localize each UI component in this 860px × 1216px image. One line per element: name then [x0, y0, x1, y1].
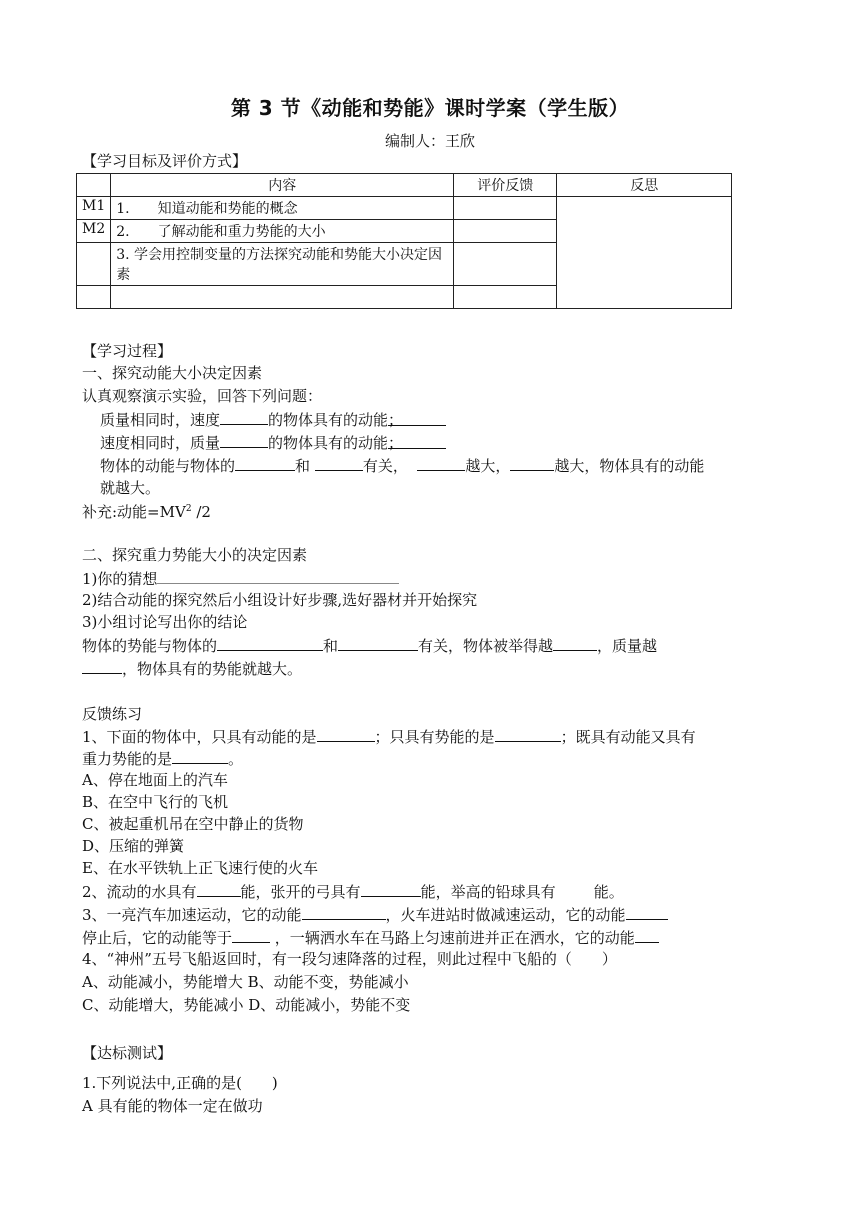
text: 能。	[593, 883, 624, 901]
fill-blank[interactable]	[417, 454, 465, 471]
table-header-content: 内容	[111, 174, 454, 197]
text: 和	[295, 457, 311, 475]
text: 3、一亮汽车加速运动，它的动能	[82, 906, 302, 924]
row-content	[111, 286, 454, 309]
row-content: 3. 学会用控制变量的方法探究动能和势能大小决定因素	[111, 243, 454, 286]
row-id	[77, 243, 111, 286]
text: 能，举高的铅球具有	[420, 883, 556, 901]
objectives-heading: 【学习目标及评价方式】	[82, 152, 248, 170]
row-eval-cell	[454, 286, 557, 309]
test-heading: 【达标测试】	[82, 1044, 173, 1062]
author-line: 编制人：王欣	[384, 132, 475, 150]
row-eval-cell	[454, 243, 557, 286]
section1-question-1	[100, 408, 446, 431]
text: 2、流动的水具有	[82, 883, 197, 901]
fill-blank[interactable]	[217, 634, 323, 651]
test-question-1: 1.下列说法中,正确的是( )	[82, 1074, 278, 1092]
test-question-1-option-a: A 具有能的物体一定在做功	[82, 1097, 263, 1115]
feedback-question-1-cont	[82, 747, 243, 770]
feedback-question-2	[82, 880, 624, 903]
text: 1)你的猜想	[82, 570, 158, 588]
objectives-table	[76, 173, 732, 309]
text: 重力势能的是	[82, 750, 173, 768]
fill-blank[interactable]	[626, 903, 668, 920]
feedback-heading: 反馈练习	[82, 705, 143, 723]
fill-blank[interactable]	[172, 747, 228, 764]
row-content: 2. 了解动能和重力势能的大小	[111, 220, 454, 243]
section2-conclusion-2	[82, 657, 302, 680]
option-d: D、压缩的弹簧	[82, 837, 185, 855]
row-eval-cell	[454, 197, 557, 220]
fill-blank[interactable]	[232, 926, 270, 943]
text: 质量相同时，速度	[100, 411, 221, 429]
section2-step-2: 2)结合动能的探究然后小组设计好步骤,选好器材并开始探究	[82, 591, 478, 609]
text: ；	[388, 434, 404, 452]
text: 速度相同时，质量	[100, 434, 221, 452]
process-heading: 【学习过程】	[82, 342, 173, 360]
guess-input-line[interactable]	[157, 567, 399, 584]
text: 越大，	[465, 457, 511, 475]
fill-blank[interactable]	[220, 408, 268, 425]
option-c: C、被起重机吊在空中静止的货物	[82, 815, 304, 833]
text: 有关，	[362, 457, 408, 475]
option-b: B、在空中飞行的飞机	[82, 793, 229, 811]
section1-question-3	[100, 454, 704, 477]
section1-question-2	[100, 431, 446, 454]
section2-step-1	[82, 567, 399, 590]
text: ；	[388, 411, 404, 429]
text: 能，张开的弓具有	[240, 883, 361, 901]
section2-heading: 二、探究重力势能大小的决定因素	[82, 546, 308, 564]
row-id: M2	[77, 220, 111, 243]
feedback-question-3-cont	[82, 926, 659, 949]
row-eval-cell	[454, 220, 557, 243]
text: 的物体具有的动能	[268, 411, 389, 429]
text: ，质量越	[597, 637, 658, 655]
table-header-eval: 评价反馈	[454, 174, 557, 197]
kinetic-energy-formula	[82, 498, 211, 523]
reflection-cell	[557, 197, 732, 309]
text: 停止后，它的动能等于	[82, 929, 233, 947]
table-header-row	[77, 174, 732, 197]
fill-blank[interactable]	[220, 431, 268, 448]
feedback-question-4-ab: A、动能减小，势能增大 B、动能不变，势能减小	[82, 973, 409, 991]
fill-blank[interactable]	[315, 454, 363, 471]
fill-blank[interactable]	[197, 880, 241, 897]
text: 物体的动能与物体的	[100, 457, 236, 475]
fill-blank[interactable]	[361, 880, 421, 897]
feedback-question-4-cd: C、动能增大，势能减小 D、动能减小，势能不变	[82, 996, 411, 1014]
row-id	[77, 286, 111, 309]
section1-intro: 认真观察演示实验，回答下列问题：	[82, 387, 323, 405]
option-e: E、在水平铁轨上正飞速行使的火车	[82, 859, 318, 877]
fill-blank[interactable]	[317, 725, 375, 742]
text: 补充:动能=MV	[82, 503, 186, 521]
feedback-question-4: 4、“神州”五号飞船返回时，有一段匀速降落的过程，则此过程中飞船的（ ）	[82, 950, 617, 968]
text: 有关，物体被举得越	[418, 637, 554, 655]
section1-heading: 一、探究动能大小决定因素	[82, 364, 263, 382]
superscript: 2	[185, 504, 192, 514]
text: ，火车进站时做减速运动，它的动能	[385, 906, 626, 924]
text: 1、下面的物体中，只具有动能的是	[82, 728, 317, 746]
fill-blank[interactable]	[82, 657, 122, 674]
section1-question-3-end: 就越大。	[100, 479, 161, 497]
table-header-id	[77, 174, 111, 197]
row-id: M1	[77, 197, 111, 220]
feedback-question-3	[82, 903, 668, 926]
text: 的物体具有的动能	[268, 434, 389, 452]
text: 物体的势能与物体的	[82, 637, 218, 655]
fill-blank[interactable]	[635, 926, 659, 943]
text: ；既具有动能又具有	[560, 728, 696, 746]
text: 。	[228, 750, 244, 768]
text: ，物体具有的势能就越大。	[122, 660, 303, 678]
fill-blank[interactable]	[495, 725, 561, 742]
option-a: A、停在地面上的汽车	[82, 771, 228, 789]
fill-blank[interactable]	[302, 903, 386, 920]
fill-blank[interactable]	[388, 432, 446, 452]
table-row	[77, 197, 732, 220]
section2-step-3: 3)小组讨论写出你的结论	[82, 613, 248, 631]
text: /2	[191, 503, 211, 521]
feedback-question-1	[82, 725, 696, 748]
page-title: 第 3 节《动能和势能》课时学案（学生版）	[230, 96, 630, 120]
text: 和	[323, 637, 339, 655]
table-header-reflect: 反思	[557, 174, 732, 197]
row-content: 1. 知道动能和势能的概念	[111, 197, 454, 220]
text: ；只具有势能的是	[374, 728, 495, 746]
text: 越大，物体具有的动能	[554, 457, 705, 475]
fill-blank[interactable]	[388, 409, 446, 429]
text: ，一辆洒水车在马路上匀速前进并正在洒水，它的动能	[274, 929, 635, 947]
section2-conclusion-1	[82, 634, 657, 657]
fill-blank[interactable]	[553, 634, 597, 651]
fill-blank[interactable]	[338, 634, 418, 651]
fill-blank[interactable]	[510, 454, 554, 471]
fill-blank[interactable]	[235, 454, 295, 471]
